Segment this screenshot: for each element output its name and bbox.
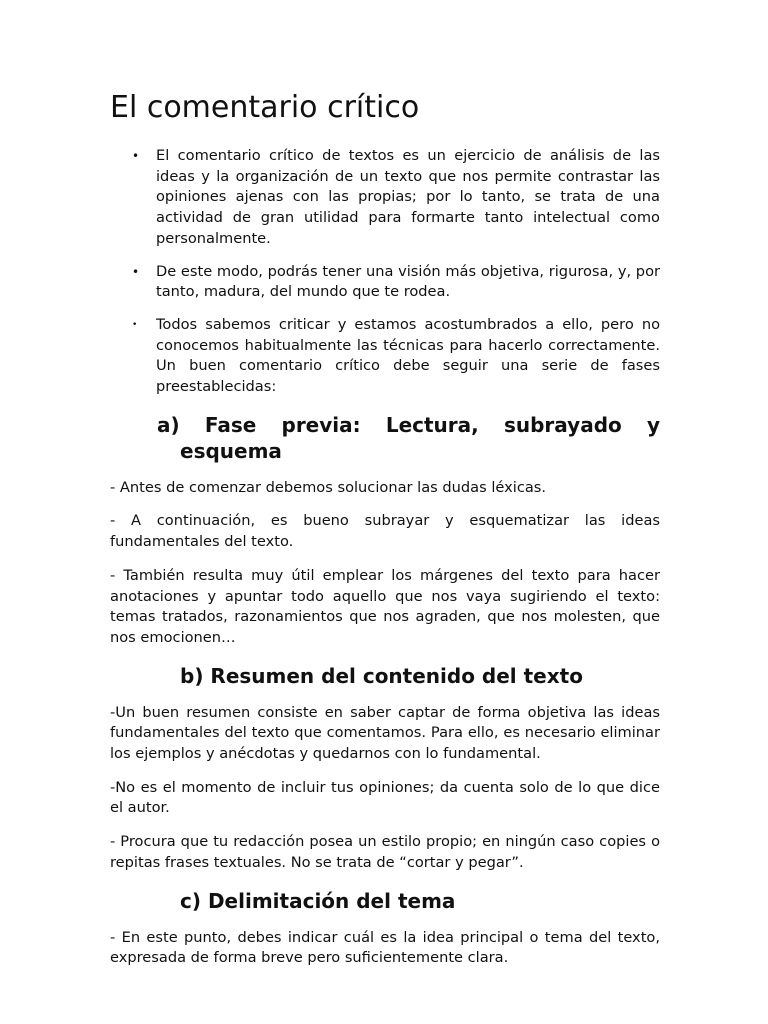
section-a-paragraph: - A continuación, es bueno subrayar y esquematizar las ideas fundamentales del texto. (110, 512, 660, 551)
bullet-item (110, 146, 660, 250)
bullet-text: El comentario crítico de textos es un ejercicio de análisis de las ideas y la organización de un texto que nos permite contrastar las opiniones ajenas con las propias; por lo tanto, se trata de una actividad de gran utilidad para formarte tanto intelectual como personalmente. (156, 147, 660, 247)
section-a-heading (110, 412, 660, 464)
bullet-text: De este modo, podrás tener una visión más objetiva, rigurosa, y, por tanto, madura, del mundo que te rodea. (156, 262, 660, 301)
bullet-item (110, 262, 660, 303)
section-a-heading-line2: esquema (180, 438, 282, 463)
section-b-paragraph: -Un buen resumen consiste en saber captar de forma objetiva las ideas fundamentales del texto que comentamos. Para ello, es necesario eliminar los ejemplos y anécdotas y quedarnos con lo fundamental. (110, 703, 660, 763)
intro-bullet-list (110, 146, 660, 398)
bullet-icon: • (132, 149, 140, 163)
section-a-paragraph: - Antes de comenzar debemos solucionar las dudas léxicas. (110, 478, 547, 496)
bullet-icon: • (132, 319, 138, 330)
section-c-heading: c) Delimitación del tema (180, 888, 456, 913)
section-a-paragraph: - También resulta muy útil emplear los márgenes del texto para hacer anotaciones y apuntar todo aquello que nos vaya sugiriendo el texto: temas tratados, razonamientos que nos agraden, que nos molesten, que nos emocionen… (110, 566, 660, 646)
bullet-icon: • (132, 264, 140, 279)
section-a-heading-line1: a) Fase previa: Lectura, subrayado y (157, 412, 660, 437)
section-c-paragraph: - En este punto, debes indicar cuál es la idea principal o tema del texto, expresada de forma breve pero suficientemente clara. (110, 928, 660, 967)
section-b-paragraph: - Procura que tu redacción posea un estilo propio; en ningún caso copies o repitas frases textuales. No se trata de “cortar y pegar”. (110, 833, 660, 871)
section-b-heading: b) Resumen del contenido del texto (180, 663, 583, 688)
page-title: El comentario crítico (110, 90, 420, 125)
bullet-text: Todos sabemos criticar y estamos acostumbrados a ello, pero no conocemos habitualmente las técnicas para hacerlo correctamente. Un buen comentario crítico debe seguir una serie de fases preestablecidas: (156, 315, 660, 396)
bullet-item (110, 315, 660, 398)
section-b-paragraph: -No es el momento de incluir tus opiniones; da cuenta solo de lo que dice el autor. (110, 778, 660, 817)
